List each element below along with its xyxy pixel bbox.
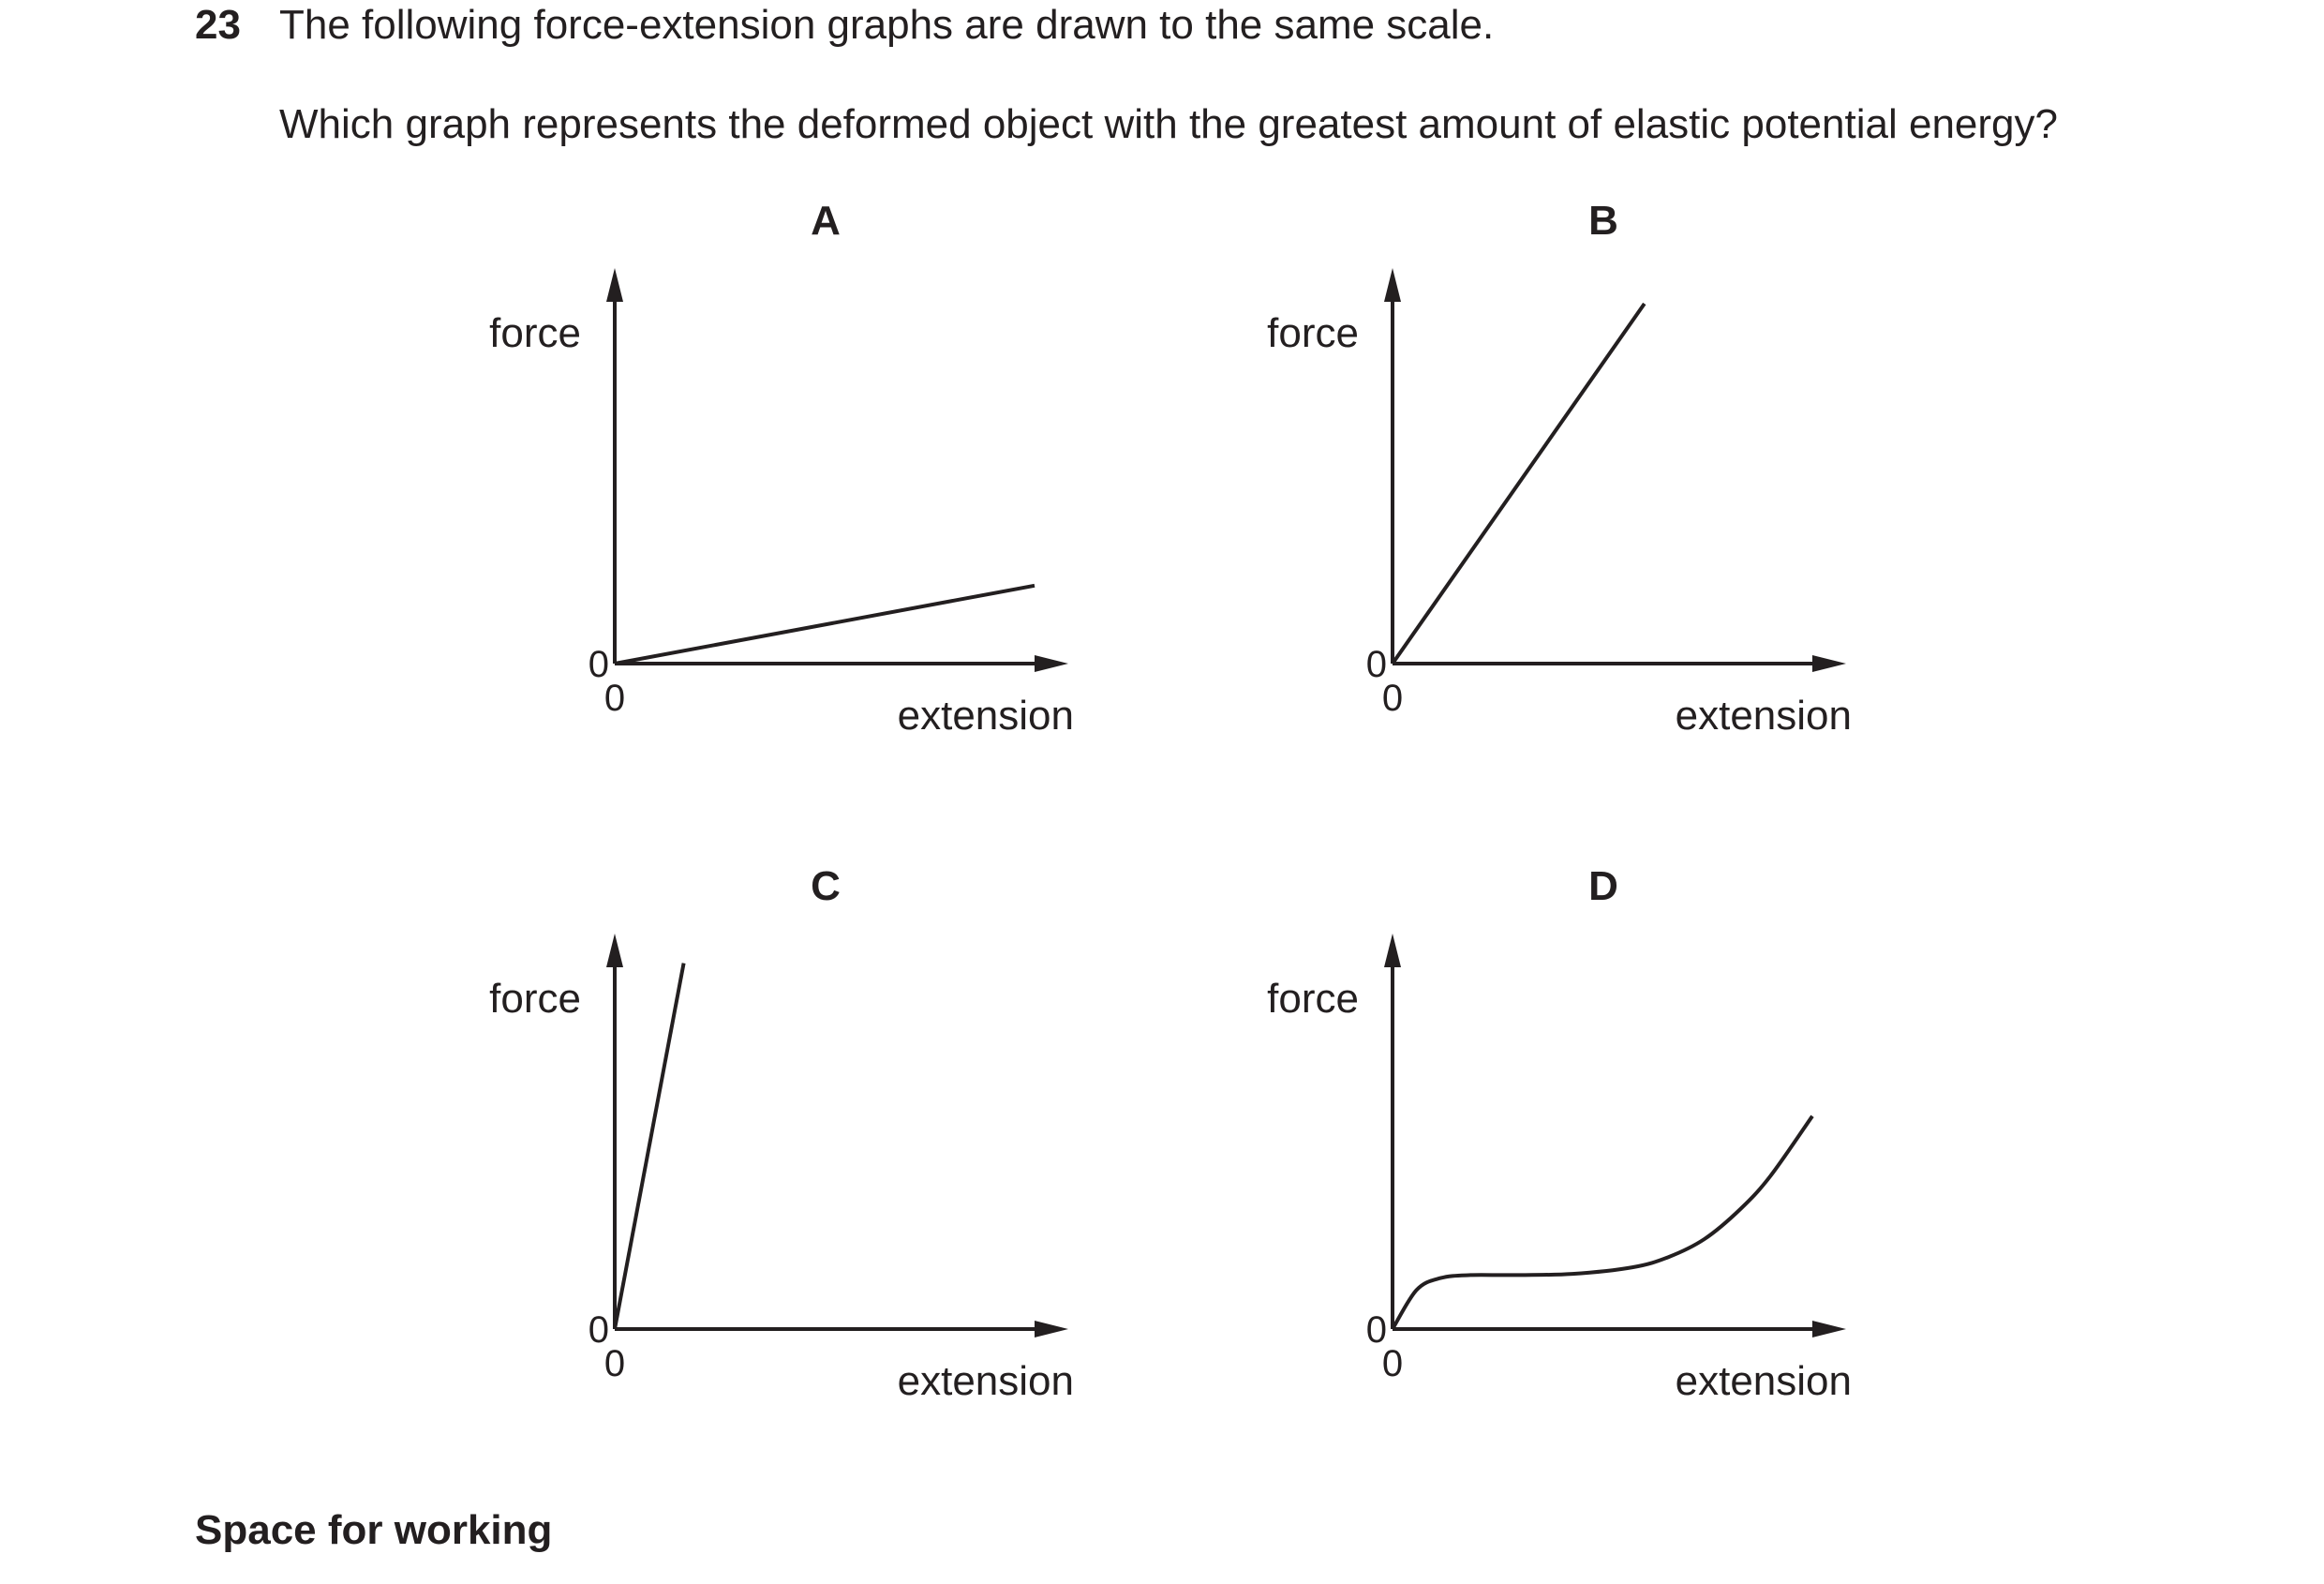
y-axis-arrow-a — [606, 268, 623, 302]
graph-c — [489, 863, 1074, 1404]
x-origin-label-c: 0 — [603, 1343, 626, 1384]
x-axis-arrow-c — [1035, 1321, 1068, 1337]
y-origin-label-c: 0 — [588, 1309, 609, 1351]
y-axis-arrow-c — [606, 934, 623, 967]
y-origin-label-b: 0 — [1365, 644, 1387, 685]
graph-d — [1267, 863, 1852, 1404]
force-curve-d — [1393, 1116, 1812, 1329]
graph-a — [489, 198, 1074, 739]
question-number: 23 — [195, 2, 241, 48]
space-for-working-label: Space for working — [195, 1507, 553, 1553]
force-line-a — [615, 586, 1035, 664]
y-axis-label-b: force — [1267, 310, 1359, 356]
graph-b — [1267, 198, 1852, 739]
x-axis-label-d: extension — [1675, 1358, 1852, 1404]
y-axis-arrow-b — [1384, 268, 1401, 302]
force-line-c — [615, 964, 684, 1329]
panel-letter-d: D — [1588, 863, 1618, 909]
x-axis-arrow-d — [1812, 1321, 1846, 1337]
y-origin-label-a: 0 — [588, 644, 609, 685]
x-origin-label-a: 0 — [603, 678, 626, 719]
panel-letter-b: B — [1588, 198, 1618, 244]
question-prompt: Which graph represents the deformed object with the greatest amount of elastic potential energy? — [279, 101, 2058, 147]
y-axis-label-d: force — [1267, 976, 1359, 1022]
y-axis-arrow-d — [1384, 934, 1401, 967]
panel-letter-a: A — [811, 198, 841, 244]
y-axis-label-a: force — [489, 310, 581, 356]
y-origin-label-d: 0 — [1365, 1309, 1387, 1351]
x-axis-label-b: extension — [1675, 693, 1852, 739]
force-line-b — [1393, 304, 1645, 664]
y-axis-label-c: force — [489, 976, 581, 1022]
panel-letter-c: C — [811, 863, 841, 909]
question-intro: The following force-extension graphs are drawn to the same scale. — [279, 2, 1495, 48]
x-axis-label-a: extension — [897, 693, 1074, 739]
x-origin-label-d: 0 — [1381, 1343, 1404, 1384]
x-axis-label-c: extension — [897, 1358, 1074, 1404]
x-axis-arrow-b — [1812, 655, 1846, 672]
x-axis-arrow-a — [1035, 655, 1068, 672]
x-origin-label-b: 0 — [1381, 678, 1404, 719]
